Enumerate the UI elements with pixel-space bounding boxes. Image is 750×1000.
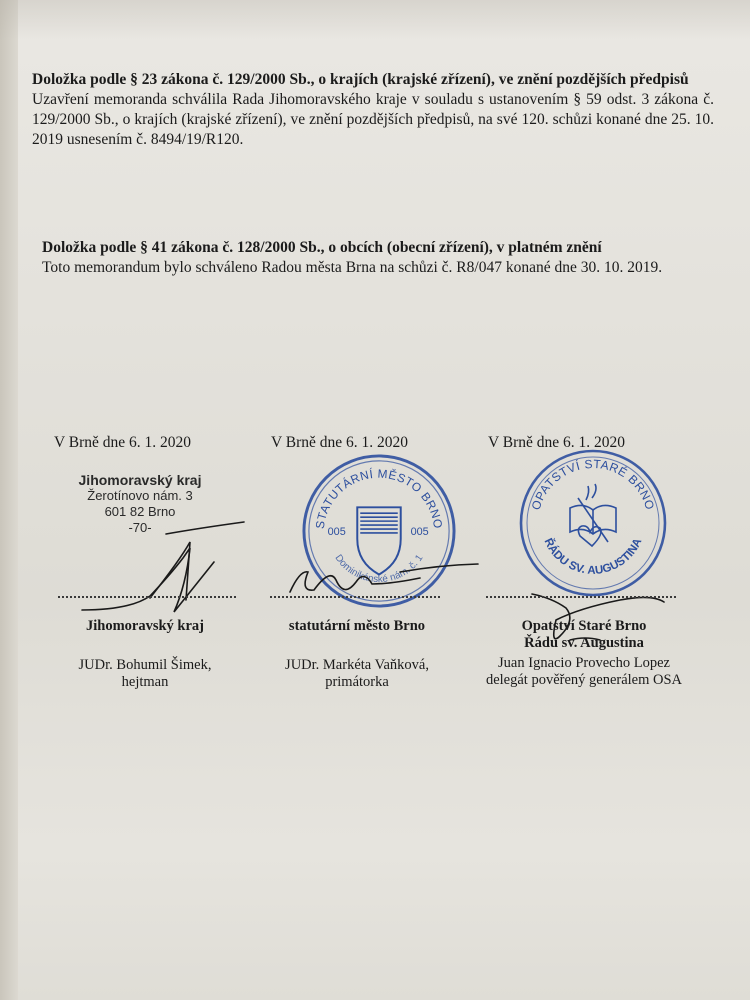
signatory-block-region [40, 618, 250, 691]
party-name: Řádu sv. Augustina [524, 635, 644, 651]
paper-edge [0, 0, 18, 1000]
svg-text:ŘÁDU SV. AUGUSTINA [542, 536, 645, 577]
abbey-seal-stamp [518, 448, 668, 598]
city-seal-stamp [300, 452, 458, 610]
signature-line [270, 596, 440, 600]
page-shadow [0, 0, 750, 40]
clause-heading: Doložka podle § 41 zákona č. 128/2000 Sb., o obcích (obecní zřízení), v platném znění [42, 239, 602, 256]
clause-regional [32, 70, 714, 150]
seal-text: ŘÁDU SV. AUGUSTINA [541, 536, 645, 577]
signatory-block-city [262, 618, 452, 691]
signing-date: V Brně dne 6. 1. 2020 [488, 434, 626, 451]
clause-heading: Doložka podle § 23 zákona č. 129/2000 Sb., o krajích (krajské zřízení), ve znění pozdějších předpisů [32, 71, 689, 88]
signing-date: V Brně dne 6. 1. 2020 [271, 434, 409, 451]
representative-role: hejtman [121, 674, 169, 690]
stamp-line: Jihomoravský kraj [78, 472, 202, 488]
seal-number: 005 [327, 525, 346, 538]
clause-text: Toto memorandum bylo schváleno Radou města Brna na schůzi č. R8/047 konané dne 30. 10. 2019. [42, 259, 663, 276]
signature-stroke [82, 548, 214, 612]
signature-stroke [150, 542, 190, 600]
signature-line [486, 596, 676, 600]
signatory-block-abbey [470, 618, 698, 689]
address-stamp [60, 472, 220, 536]
signing-date: V Brně dne 6. 1. 2020 [54, 434, 192, 451]
clause-text: Uzavření memoranda schválila Rada Jihomoravského kraje v souladu s ustanovením § 59 odst. 3 zákona č. 129/2000 Sb., o krajích (krajské zřízení), ve znění pozdějších předpisů, na své 120. schůzi konané dne 25. 10. 2019 usnesením č. 8494/19/R120. [32, 91, 714, 148]
representative-role: primátorka [325, 674, 389, 690]
seal-number: 005 [410, 525, 429, 538]
party-name: Opatství Staré Brno [521, 618, 647, 634]
stamp-line: -70- [128, 520, 152, 535]
svg-text:STATUTÁRNÍ MĚSTO BRNO [313, 466, 445, 530]
signature-line [58, 596, 236, 600]
representative-name: JUDr. Bohumil Šimek, [78, 657, 212, 673]
seal-text: STATUTÁRNÍ MĚSTO BRNO [312, 466, 446, 530]
stamp-line: 601 82 Brno [104, 504, 176, 519]
party-name: Jihomoravský kraj [85, 618, 205, 634]
representative-name: Juan Ignacio Provecho Lopez [498, 655, 670, 671]
stamp-line: Žerotínovo nám. 3 [87, 488, 193, 503]
svg-text:OPATSTVÍ STARÉ BRNO [529, 457, 658, 512]
seal-text: OPATSTVÍ STARÉ BRNO [528, 456, 658, 512]
party-name: statutární město Brno [288, 618, 426, 634]
svg-text:Dominikánské nám. č. 1 [333, 553, 426, 585]
representative-name: JUDr. Markéta Vaňková, [285, 657, 429, 673]
representative-role: delegát pověřený generálem OSA [485, 672, 683, 688]
seal-text: Dominikánské nám. č. 1 [332, 552, 426, 586]
clause-municipal [42, 238, 714, 278]
